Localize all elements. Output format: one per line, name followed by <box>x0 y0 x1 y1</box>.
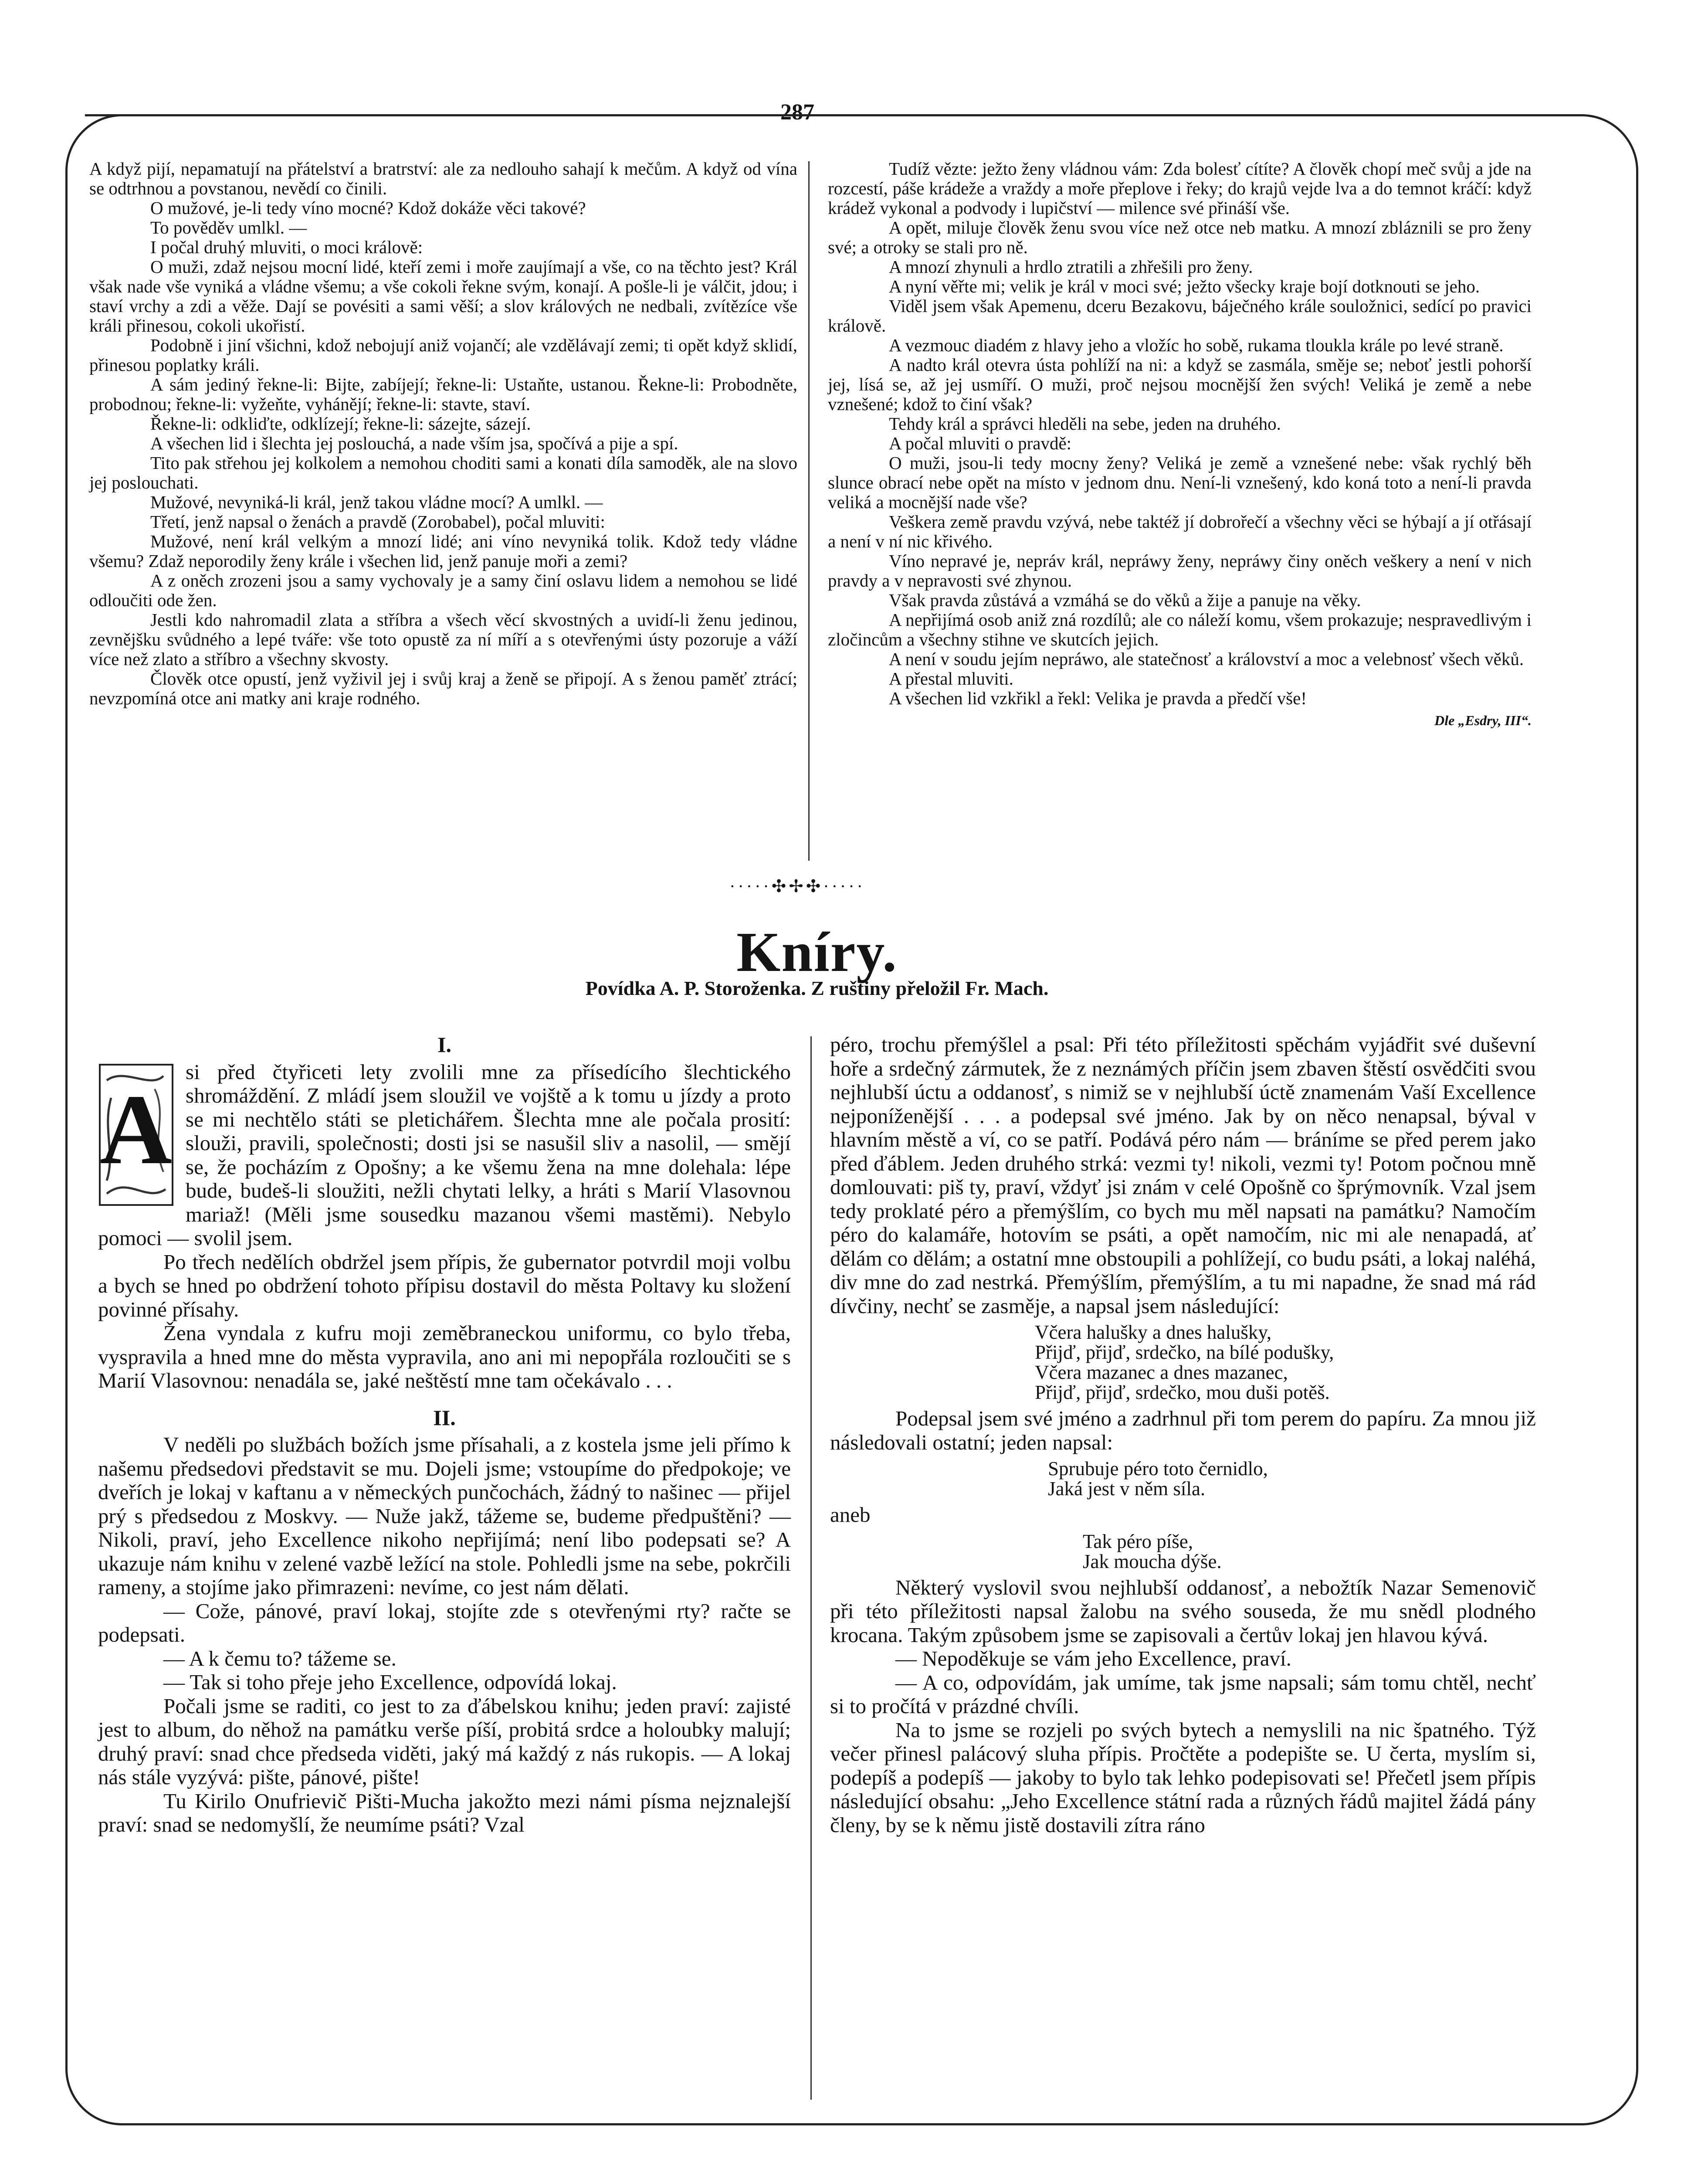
paragraph: Veškera země pravdu vzývá, nebe taktéž jí dobrořečí a všechny věci se hýbají a jí otřásají a není v ní nic křivého. <box>828 512 1532 551</box>
story-column-divider <box>810 1036 812 2100</box>
paragraph: — Nepoděkuje se vám jeho Excellence, praví. <box>895 1646 1291 1670</box>
page-number: 287 <box>780 100 814 125</box>
paragraph: Tu Kirilo Onufrievič Pišti-Mucha jakožto mezi námi písma nejznalejší praví: snad se nedomyšlí, že neumíme psáti? Vzal <box>98 1789 791 1836</box>
paragraph: A nadto král otevra ústa pohlíží na ni: a když se zasmála, směje se; neboť jestli pohorší jej, lísá se, až jej usmíří. O muži, proč nejsou mocnější žen svých! Veliká je země a nebe vznešené; kdož to činí však? <box>828 355 1532 414</box>
paragraph: Třetí, jenž napsal o ženách a pravdě (Zorobabel), počal mluviti: <box>150 512 605 532</box>
paragraph: Tito pak střehou jej kolkolem a nemohou choditi sami a konati díla samoděk, ale na slovo jej poslouchati. <box>89 453 797 492</box>
paragraph: A všechen lid vzkřikl a řekl: Velika je pravda a předčí vše! <box>889 688 1307 708</box>
paragraph: A nyní věřte mi; velik je král v moci své; ježto všecky kraje bojí dotknouti se jeho. <box>889 276 1480 296</box>
verse-line: Přijď, přijď, srdečko, mou duši potěš. <box>1035 1381 1330 1403</box>
paragraph: Žena vyndala z kufru moji zeměbraneckou uniformu, co bylo třeba, vyspravila a hned mne do města vypravila, ano ani mi nepopřála rozloučiti se s Marií Vlasovnou: nenadála se, jaké neštěstí mne tam očekávalo . . . <box>98 1321 791 1392</box>
verse-block-3 <box>830 1531 1536 1571</box>
paragraph: A sám jediný řekne-li: Bijte, zabíjejí; řekne-li: Ustaňte, ustanou. Řekne-li: Probodněte, probodnou; řekne-li: vyžeňte, vyhánějí; řekne-li: stavte, staví. <box>89 374 797 414</box>
paragraph: V neděli po službách božích jsme přísahali, a z kostela jsme jeli přímo k našemu předsedovi představit se mu. Dojeli jsme; vstoupíme do předpokoje; ve dveřích je lokaj v kaftanu a v německých punčochách, žádný to našinec — přijel prý s předsedou z Moskvy. — Nuže jakž, tážeme se, budeme předpuštěni? — Nikoli, praví, jeho Excellence nikoho nepřijímá; není libo podepsati se? A ukazuje nám knihu v zelené vazbě ležící na stole. Pohledli jsme na sebe, pokrčili rameny, a stojíme jako přimrazeni: nevíme, co jest nám dělati. <box>98 1432 791 1599</box>
paragraph: A není v soudu jejím nepráwo, ale statečnosť a království a moc a velebnosť všech věků. <box>889 649 1524 669</box>
paragraph: O muži, jsou-li tedy mocny ženy? Veliká je země a vznešené nebe: však rychlý běh slunce obrací nebe opět na místo v jednom dnu. Není-li vznešený, kdo koná toto a není-li pravda veliká a mocnější nade vše? <box>828 453 1532 512</box>
top-right-column <box>828 159 1532 730</box>
paragraph: A počal mluviti o pravdě: <box>889 433 1072 453</box>
paragraph: Mužové, není král velkým a mnozí lidé; ani víno nevyniká tolik. Kdož tedy vládne všemu? Zdaž neporodily ženy krále i všechen lid, jenž panuje moři a zemi? <box>89 531 797 571</box>
paragraph: Mužové, nevyniká-li král, jenž takou vládne mocí? A umlkl. — <box>150 492 603 512</box>
chapter-heading-2: II. <box>433 1405 456 1430</box>
paragraph: Viděl jsem však Apemenu, dceru Bezakovu, báječného krále souložnici, sedící po pravici králově. <box>828 296 1532 336</box>
source-note: Dle „Esdry, III“. <box>1434 713 1532 728</box>
paragraph: Tudíž vězte: ježto ženy vládnou vám: Zda bolesť cítíte? A člověk chopí meč svůj a jde na rozcestí, páše krádeže a vraždy a moře přeplove i řeky; do krajů vejde lva a do temnot kráčí: když krádež vykonal a podvody i lupičství — milence své přináší vše. <box>828 159 1532 218</box>
verse-line: Jaká jest v něm síla. <box>1048 1478 1206 1500</box>
dropcap-letter: A <box>99 1073 173 1185</box>
paragraph: A z oněch zrozeni jsou a samy vychovaly je a samy činí oslavu lidem a nemohou se lidé odloučiti ode žen. <box>89 570 797 610</box>
paragraph: Některý vyslovil svou nejhlubší oddanosť, a nebožtík Nazar Semenovič při této příležitosti napsal žalobu na svého souseda, že mu snědl plodného krocana. Takým způsobem jsme se zapisovali a čertův lokaj jen hlavou kývá. <box>830 1575 1536 1647</box>
story-right-column <box>830 1033 1536 1837</box>
paragraph: Řekne-li: odkliďte, odklízejí; řekne-li: sázejte, sázejí. <box>150 414 531 434</box>
paragraph: I počal druhý mluviti, o moci králově: <box>150 237 423 257</box>
paragraph: Podobně i jiní všichni, kdož nebojují aniž vojančí; ale vzdělávají zemi; ti opět když sklidí, přinesou poplatky králi. <box>89 335 797 375</box>
paragraph: Počali jsme se raditi, co jest to za ďábelskou knihu; jeden praví: zajisté jest to album, do něhož na památku verše píší, probitá srdce a holoubky malují; druhý praví: snad chce předseda viděti, jaký má každý z nás rukopis. — A lokaj nás stále vyzývá: pište, pánové, pište! <box>98 1694 791 1789</box>
paragraph: A opět, miluje člověk ženu svou více než otce neb matku. A mnozí zbláznili se pro ženy své; a otroky se stali pro ně. <box>828 217 1532 257</box>
verse-line: Přijď, přijď, srdečko, na bílé podušky, <box>1035 1341 1334 1363</box>
paragraph: Po třech nedělích obdržel jsem přípis, že gubernator potvrdil moji volbu a bych se hned po obdržení tohoto přípisu dostavil do města Poltavy ku složení povinné přísahy. <box>98 1249 791 1321</box>
aneb-text: aneb <box>830 1503 871 1527</box>
verse-line: Tak péro píše, <box>1083 1530 1193 1552</box>
paragraph: Jestli kdo nahromadil zlata a stříbra a všech věcí skvostných a uvidí-li ženu jedinou, zevnějšku svůdného a lepé tváře: vše toto opustě za ní míří a s otevřenými ústy pozoruje a váží více než zlato a stříbro a všechny skvosty. <box>89 610 797 669</box>
paragraph: péro, trochu přemýšlel a psal: Při této příležitosti spěchám vyjádřit své duševní hoře a srdečný zármutek, že z neznámých příčin jsem zbaven štěstí osvědčiti svou nejhlubší úctu a oddanosť, s nimiž se v nejhlubší úctě znamenám Vaší Excellence nejponíženější . . . a podepsal své jméno. Jak by on něco nenapsal, býval v hlavním městě a ví, co se patří. Podává péro nám — bráníme se před perem jako před ďáblem. Jeden druhého strká: vezmi ty! nikoli, vezmi ty! Potom počnou mně domlouvati: piš ty, praví, vždyť jsi znám v celé Opošně co šprýmovník. Vzal jsem tedy proklaté péro a přemýšlím, co bych mu měl napsati na památku? Namočím péro do kalamáře, hotovím se psáti, a opět namočím, nic mi ale nenapadá, ať dělám co dělám; a ostatní mne obstoupili a pohlížejí, co budu psáti, a lokaj naléhá, div mne do zad nestrká. Přemýšlím, přemýšlím, a tu mi napadne, že snad má rád dívčiny, nechť se zasměje, a napsal jsem následující: <box>830 1032 1536 1318</box>
verse-line: Jak moucha dýše. <box>1083 1550 1222 1572</box>
chapter-heading-1: I. <box>437 1032 451 1057</box>
top-left-column <box>89 159 797 708</box>
verse-block-1 <box>830 1322 1536 1402</box>
paragraph: A nepřijímá osob aniž zná rozdílů; ale co náleží komu, všem prokazuje; nespravedlivým i zločincům a všechny stihne ve skutcích jejich. <box>828 610 1532 649</box>
story-subtitle: Povídka A. P. Storoženka. Z ruštiny přeložil Fr. Mach. <box>585 977 1049 999</box>
verse-block-2 <box>830 1459 1536 1499</box>
paragraph: A všechen lid i šlechta jej poslouchá, a nade vším jsa, spočívá a pije a spí. <box>150 433 678 453</box>
paragraph: Podepsal jsem své jméno a zadrhnul při tom perem do papíru. Za mnou již následovali ostatní; jeden napsal: <box>830 1406 1536 1454</box>
paragraph: Na to jsme se rozjeli po svých bytech a nemyslili na nic špatného. Týž večer přinesl palácový sluha přípis. Pročtěte a podepište se. U čerta, myslím si, podepíš a podepíš — jakoby to bylo tak lehko podepisovati se! Přečetl jsem přípis následující obsahu: „Jeho Excellence státní rada a různých řádů majitel žádá pány členy, by se k němu jistě dostavili zítra ráno <box>830 1717 1536 1837</box>
story-left-column <box>98 1033 791 1837</box>
paragraph: To pověděv umlkl. — <box>150 217 307 238</box>
paragraph: — A co, odpovídám, jak umíme, tak jsme napsali; sám tomu chtěl, nechť si to pročítá v prázdné chvíli. <box>830 1670 1536 1718</box>
paragraph: A vezmouc diadém z hlavy jeho a vložíc ho sobě, rukama tloukla krále po levé straně. <box>889 335 1504 355</box>
story-title: Kníry. <box>736 921 898 984</box>
paragraph: si před čtyřiceti lety zvolili mne za přísedícího šlechtického shromáždění. Z mládí jsem sloužil ve vojště a k tomu u jízdy a proto se mi nechtělo státi se pletichářem. Šlechta mne ale počala prosití: slouži, pravili, společnosti; dosti jsi se nasušil sliv a nasolil, — smějí se, že pocházím z Opošny; a ke všemu žena na mne dolehala: lépe bude, budeš-li sloužiti, nežli chytati lelky, a hráti s Marií Vlasovnou mariaž! (Měli jsme sousedku mazanou všemi mastěmi). Nebylo pomoci — svolil jsem. <box>98 1059 791 1250</box>
paragraph: Víno nepravé je, nepráv král, nepráwy ženy, nepráwy činy oněch veškery a není v nich pravdy a v nepravosti své zhynou. <box>828 551 1532 591</box>
paragraph: O mužové, je-li tedy víno mocné? Kdož dokáže věci takové? <box>150 198 586 218</box>
paragraph: — Cože, pánové, praví lokaj, stojíte zde s otevřenými rty? račte se podepsati. <box>98 1599 791 1646</box>
section-ornament: ·····✣✢✣····· <box>729 876 865 896</box>
paragraph: Však pravda zůstává a vzmáhá se do věků a žije a panuje na věky. <box>889 590 1361 610</box>
paragraph: A přestal mluviti. <box>889 669 1013 689</box>
paragraph: A mnozí zhynuli a hrdlo ztratili a zhřešili pro ženy. <box>889 257 1253 277</box>
paragraph: A když pijí, nepamatují na přátelství a bratrství: ale za nedlouho sahají k mečům. A když od vína se odtrhnou a povstanou, nevědí co činili. <box>89 159 797 198</box>
paragraph: Tehdy král a správci hleděli na sebe, jeden na druhého. <box>889 414 1281 434</box>
paragraph: Člověk otce opustí, jenž vyživil jej i svůj kraj a ženě se připojí. A s ženou paměť ztrácí; nevzpomíná otce ani matky ani kraje rodného. <box>89 669 797 708</box>
paragraph: O muži, zdaž nejsou mocní lidé, kteří zemi i moře zaujímají a vše, co na těchto jest? Král však nade vše vyniká a vládne všemu; a vše cokoli řekne svým, konají. A pošle-li je válčit, jdou; i staví vrchy a zdi a věže. Dají se povésiti a sami věší; a slov králových ne nedbali, zvítězíce vše králi přinesou, cokoli ukořistí. <box>89 257 797 336</box>
paragraph: — A k čemu to? tážeme se. <box>163 1646 396 1670</box>
verse-line: Sprubuje péro toto černidlo, <box>1048 1458 1268 1480</box>
dropcap-initial <box>98 1063 174 1207</box>
paragraph: — Tak si toho přeje jeho Excellence, odpovídá lokaj. <box>163 1670 617 1694</box>
verse-line: Včera halušky a dnes halušky, <box>1035 1321 1272 1343</box>
top-column-divider <box>808 161 810 861</box>
verse-line: Včera mazanec a dnes mazanec, <box>1035 1361 1288 1383</box>
